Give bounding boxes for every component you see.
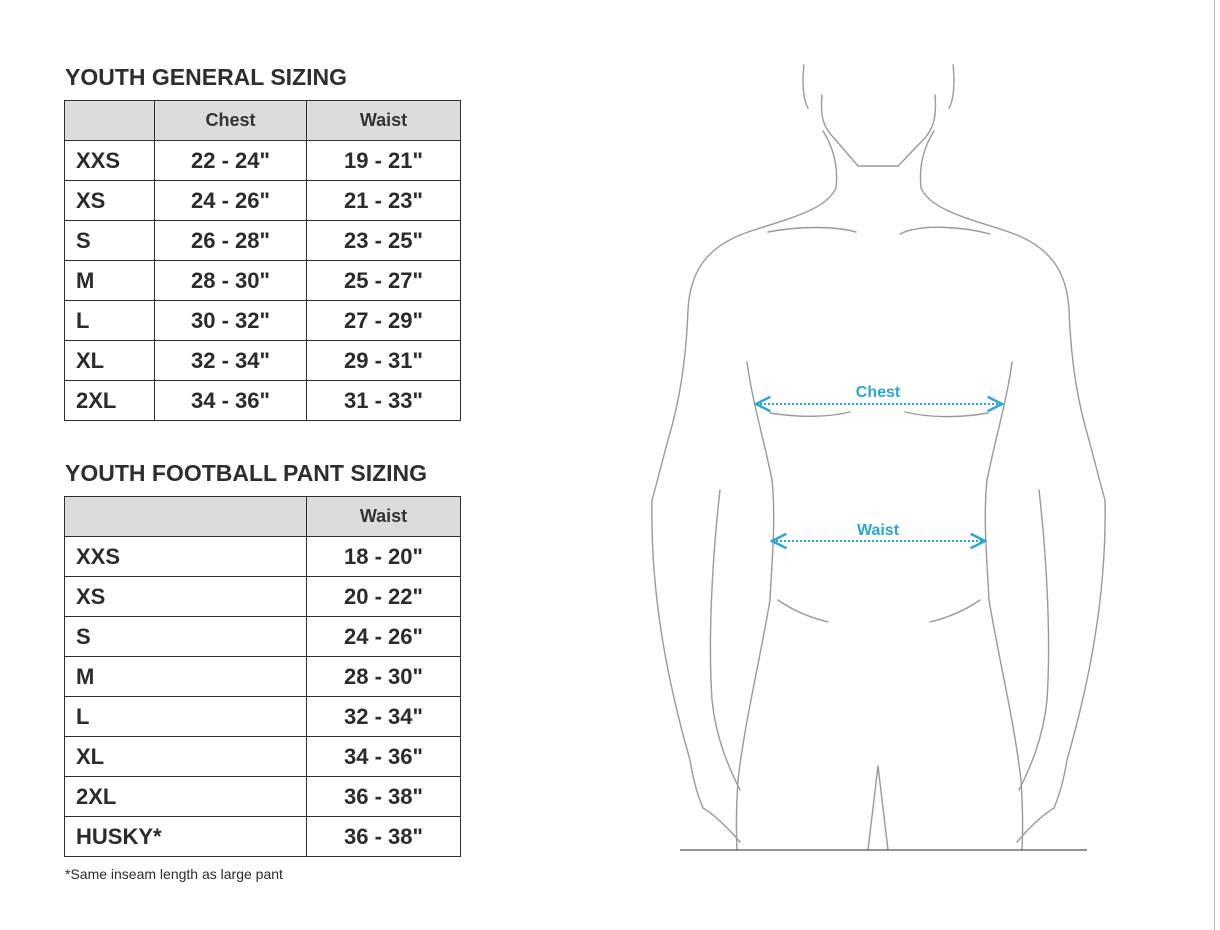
table-row [65, 341, 461, 381]
general-sizing-title: YOUTH GENERAL SIZING [65, 64, 347, 90]
left-hip-line [778, 600, 828, 622]
left-chest-line [768, 228, 856, 233]
measurement-cell: 19 - 21" [307, 141, 461, 181]
right-arm-inner-outline [1019, 490, 1049, 790]
measurement-cell: 36 - 38" [307, 817, 461, 857]
measurement-cell: 34 - 36" [155, 381, 307, 421]
measurement-cell: 22 - 24" [155, 141, 307, 181]
left-hand-outline [703, 808, 740, 842]
size-label-cell: M [65, 261, 155, 301]
size-label-cell: XL [65, 737, 307, 777]
left-arm-inner-outline [710, 490, 740, 790]
football-pant-sizing-title: YOUTH FOOTBALL PANT SIZING [65, 460, 428, 486]
waist-column-header: Waist [307, 101, 461, 141]
waist-column-header: Waist [307, 497, 461, 537]
jaw-outline [822, 95, 936, 166]
size-label-cell: HUSKY* [65, 817, 307, 857]
size-label-cell: 2XL [65, 381, 155, 421]
table-row [65, 737, 461, 777]
size-label-cell: XS [65, 181, 155, 221]
size-label-cell: XXS [65, 537, 307, 577]
table-row [65, 181, 461, 221]
table-row [65, 617, 461, 657]
table-row [65, 817, 461, 857]
table-row [65, 381, 461, 421]
measurement-cell: 31 - 33" [307, 381, 461, 421]
crotch-outline [868, 766, 888, 850]
measurement-cell: 21 - 23" [307, 181, 461, 221]
measurement-cell: 32 - 34" [155, 341, 307, 381]
measurement-cell: 36 - 38" [307, 777, 461, 817]
size-column-header [65, 497, 307, 537]
table-header-row [65, 101, 461, 141]
measurement-cell: 32 - 34" [307, 697, 461, 737]
left-pec-line [770, 412, 850, 416]
table-row [65, 301, 461, 341]
measurement-cell: 23 - 25" [307, 221, 461, 261]
right-torso-arm-outline [920, 131, 1105, 808]
head-right-outline [949, 65, 954, 108]
table-row [65, 141, 461, 181]
footnote: *Same inseam length as large pant [65, 866, 283, 882]
table-header-row [65, 497, 461, 537]
size-column-header [65, 101, 155, 141]
size-label-cell: L [65, 697, 307, 737]
measurement-cell: 26 - 28" [155, 221, 307, 261]
measurement-cell: 27 - 29" [307, 301, 461, 341]
right-body-side-outline [985, 362, 1022, 850]
left-torso-arm-outline [652, 131, 837, 808]
body-outline [652, 65, 1105, 850]
table-row [65, 537, 461, 577]
right-chest-line [900, 227, 990, 234]
size-label-cell: XXS [65, 141, 155, 181]
right-pec-line [905, 412, 988, 417]
size-label-cell: L [65, 301, 155, 341]
size-label-cell: 2XL [65, 777, 307, 817]
table-row [65, 577, 461, 617]
football-pant-sizing-table [64, 496, 461, 857]
chest-measure-label: Chest [855, 384, 901, 401]
measurement-cell: 30 - 32" [155, 301, 307, 341]
table-row [65, 261, 461, 301]
chest-column-header: Chest [155, 101, 307, 141]
right-hip-line [930, 600, 980, 622]
left-body-side-outline [736, 362, 773, 850]
size-label-cell: XS [65, 577, 307, 617]
table-row [65, 697, 461, 737]
measurement-cell: 29 - 31" [307, 341, 461, 381]
table-row [65, 777, 461, 817]
measurement-cell: 20 - 22" [307, 577, 461, 617]
size-label-cell: S [65, 221, 155, 261]
size-label-cell: S [65, 617, 307, 657]
head-left-outline [803, 65, 808, 108]
general-sizing-table [64, 100, 461, 421]
measurement-cell: 28 - 30" [155, 261, 307, 301]
measurement-cell: 34 - 36" [307, 737, 461, 777]
table-row [65, 221, 461, 261]
measurement-cell: 24 - 26" [155, 181, 307, 221]
size-label-cell: XL [65, 341, 155, 381]
size-label-cell: M [65, 657, 307, 697]
measurement-cell: 25 - 27" [307, 261, 461, 301]
measurement-cell: 18 - 20" [307, 537, 461, 577]
body-measurement-figure [640, 55, 1120, 860]
waist-measure-label: Waist [856, 522, 900, 539]
page-edge-rule [1214, 0, 1215, 930]
measurement-cell: 28 - 30" [307, 657, 461, 697]
table-row [65, 657, 461, 697]
measurement-cell: 24 - 26" [307, 617, 461, 657]
